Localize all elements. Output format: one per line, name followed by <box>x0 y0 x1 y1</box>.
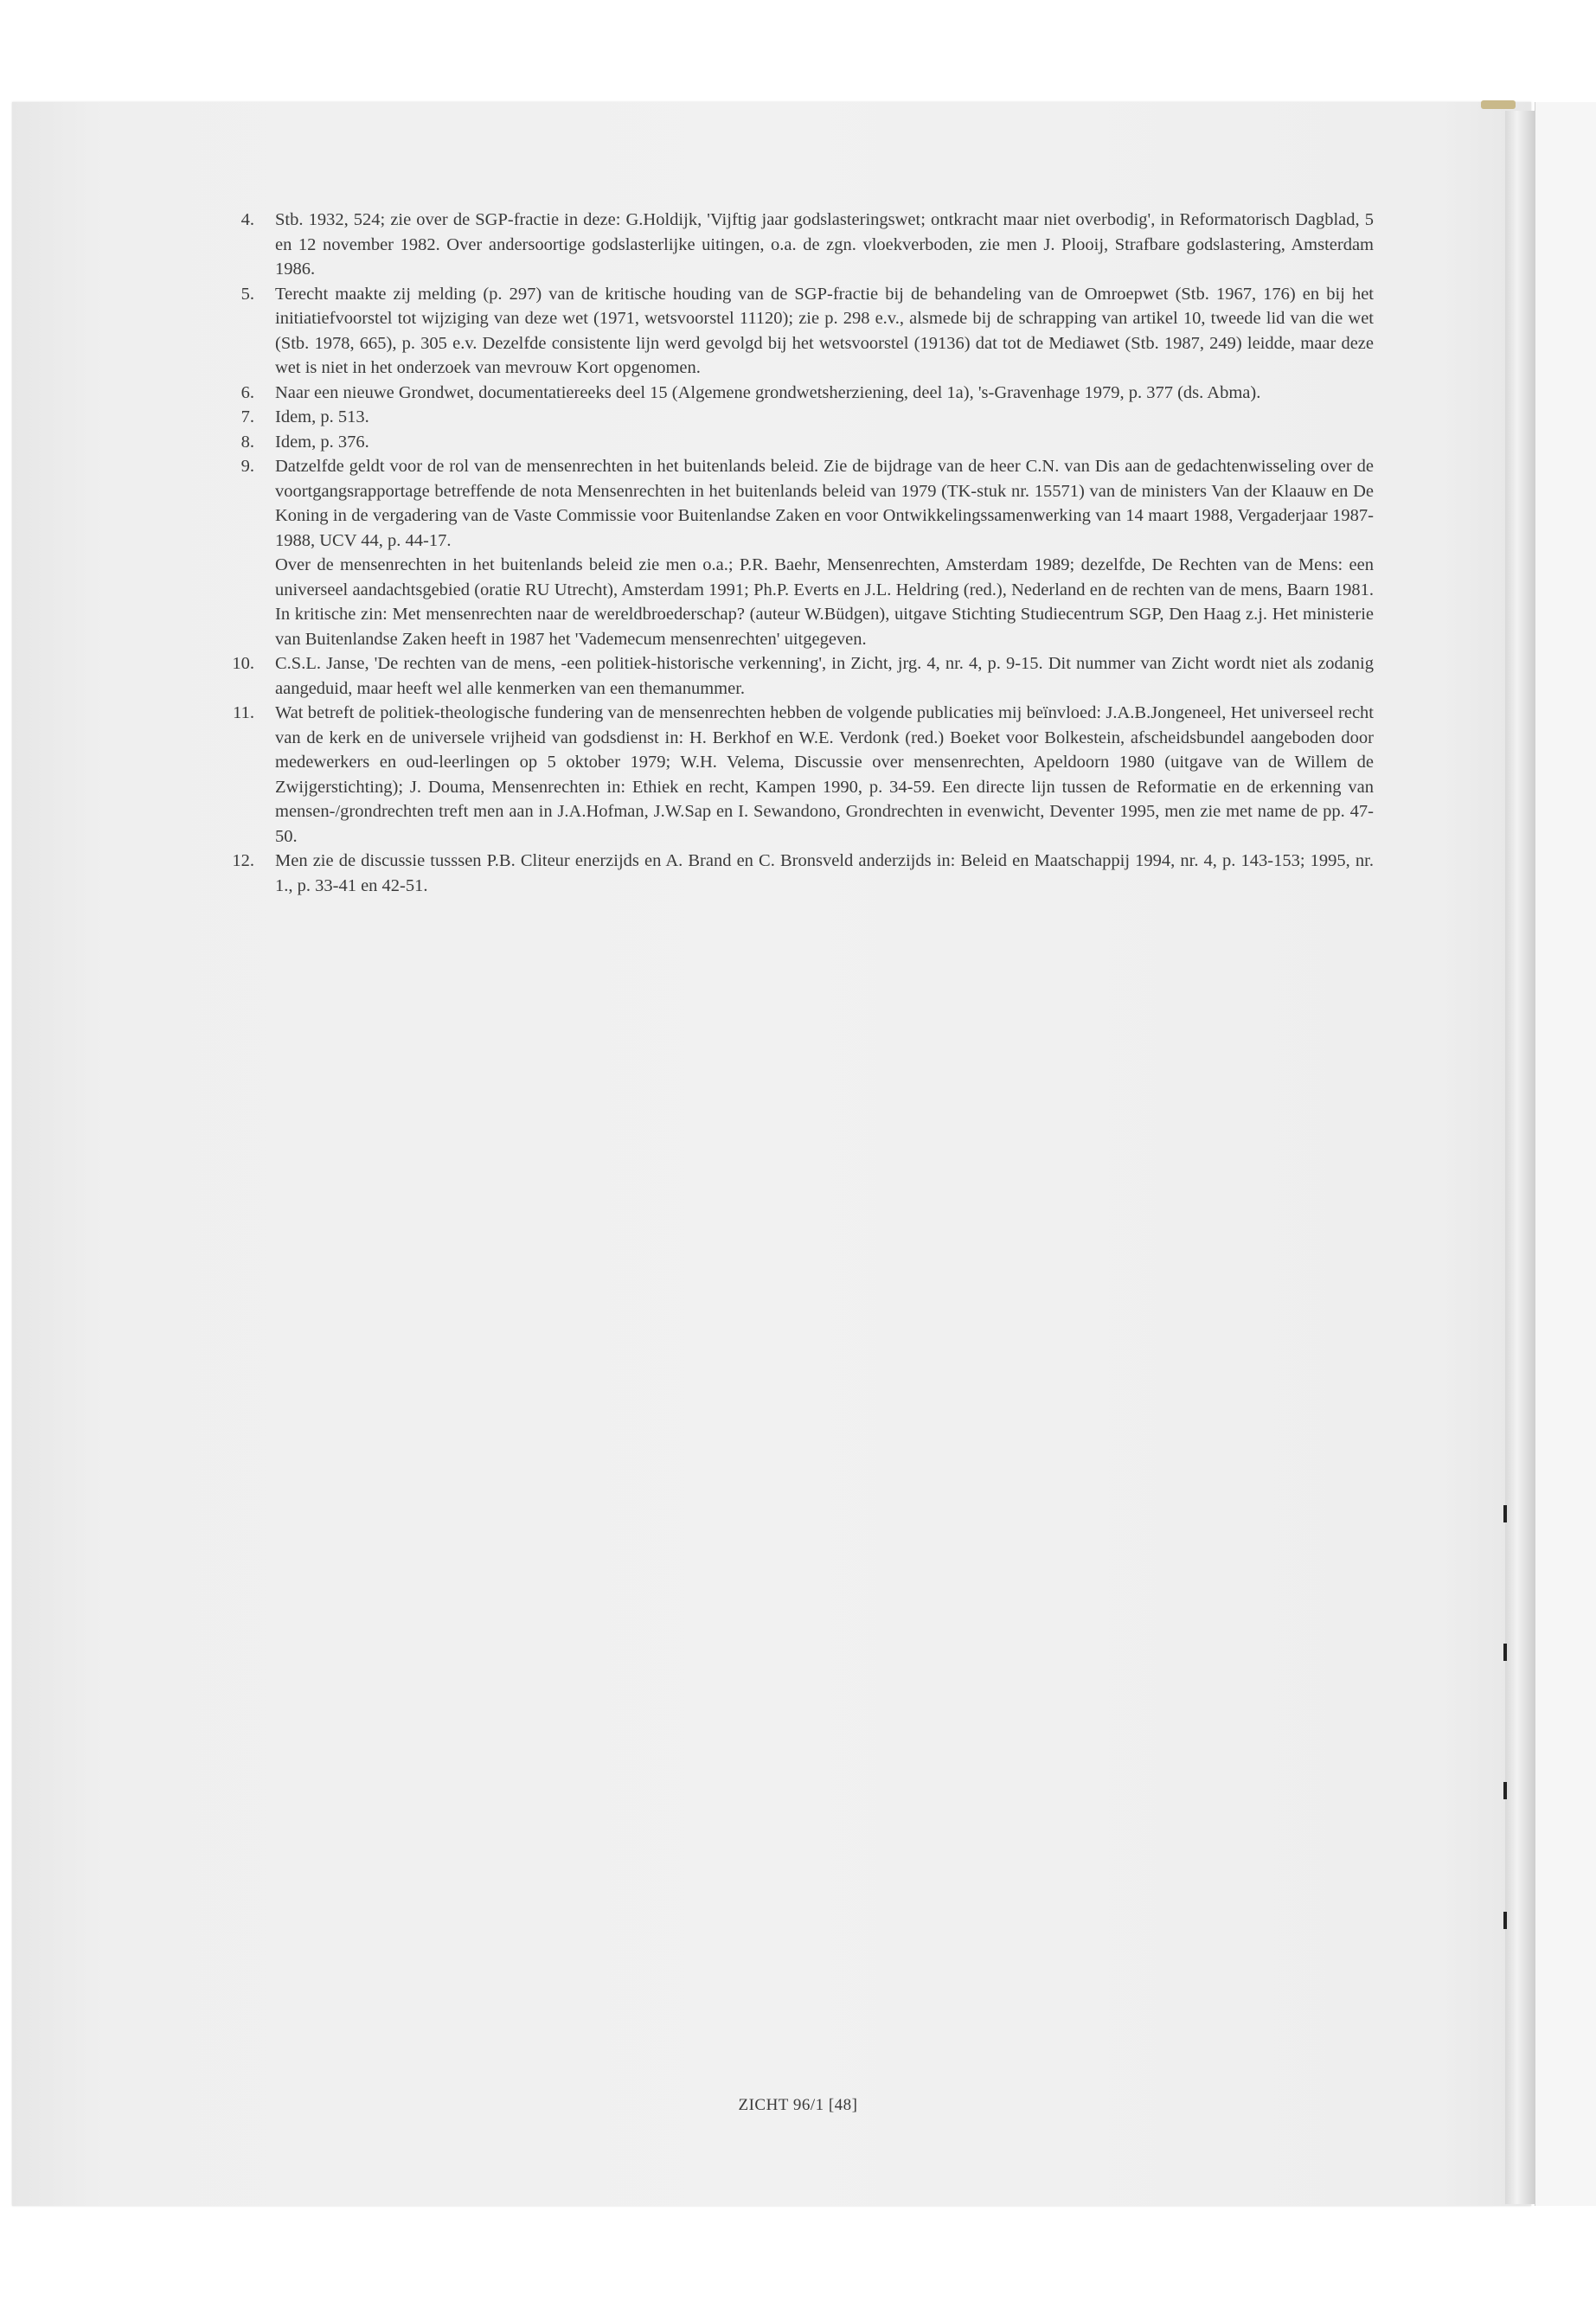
footnote-text: Stb. 1932, 524; zie over de SGP-fractie in deze: G.Holdijk, 'Vijftig jaar godslasteringswet; ontkracht maar niet overbodig', in Reformatorisch Dagblad, 5 en 12 november 1982. Over andersoortige godslasterlijke uitingen, o.a. de zgn. vloekverboden, zie men J. Plooij, Strafbare godslastering, Amsterdam 1986. <box>275 210 1374 279</box>
footnote-number: 9. <box>240 457 254 476</box>
footnote-number: 4. <box>240 210 254 229</box>
footnote-text: Idem, p. 376. <box>275 432 369 452</box>
footnote-9 <box>215 454 1374 651</box>
footnote-text: Naar een nieuwe Grondwet, documentatiereeks deel 15 (Algemene grondwetsherziening, deel 1a), 's-Gravenhage 1979, p. 377 (ds. Abma). <box>275 382 1261 402</box>
footnote-7 <box>215 405 1374 430</box>
footnote-text: Wat betreft de politiek-theologische fundering van de mensenrechten hebben de volgende publicaties mij beïnvloed: J.A.B.Jongeneel, Het universeel recht van de kerk en de universele vrijheid van godsdienst in: H. Berkhof en W.E. Verdonk (red.) Boeket voor Bolkestein, afscheidsbundel aangeboden door medewerkers en oud-leerlingen op 5 oktober 1979; W.H. Velema, Discussie over mensenrechten, Apeldoorn 1980 (uitgave van de Willem de Zwijgerstichting); J. Douma, Mensenrechten in: Ethiek en recht, Kampen 1990, p. 34-59. Een directe lijn tussen de Reformatie en de erkenning van mensen-/grondrechten treft men aan in J.A.Hofman, J.W.Sap en I. Sewandono, Grondrechten in evenwicht, Deventer 1995, men zie met name de pp. 47-50. <box>275 703 1374 846</box>
edge-mark <box>1503 1644 1507 1661</box>
footnote-text: Idem, p. 513. <box>275 407 369 426</box>
footnote-8 <box>215 430 1374 455</box>
footnote-12 <box>215 849 1374 898</box>
footnote-10 <box>215 651 1374 701</box>
footnote-number: 8. <box>240 432 254 452</box>
page-footer: ZICHT 96/1 [48] <box>738 2096 858 2114</box>
footnote-number: 7. <box>240 407 254 426</box>
book-page-edge <box>1505 111 1535 2204</box>
footnote-text: Terecht maakte zij melding (p. 297) van de kritische houding van de SGP-fractie bij de behandeling van de Omroepwet (Stb. 1967, 176) en bij het initiatiefvoorstel tot wijziging van deze wet (1971, wetsvoorstel 11120); zie p. 298 e.v., alsmede bij de schrapping van artikel 10, tweede lid van die wet (Stb. 1978, 665), p. 305 e.v. Dezelfde consistente lijn werd gevolgd bij het wetsvoorstel (19136) dat tot de Mediawet (Stb. 1987, 249) leidde, maar deze wet is niet in het onderzoek van mevrouw Kort opgenomen. <box>275 284 1374 377</box>
edge-mark <box>1503 1505 1507 1522</box>
footnote-text: Men zie de discussie tusssen P.B. Cliteur enerzijds en A. Brand en C. Bronsveld anderzijds in: Beleid en Maatschappij 1994, nr. 4, p. 143-153; 1995, nr. 1., p. 33-41 en 42-51. <box>275 851 1374 895</box>
footnote-number: 6. <box>240 382 254 402</box>
footnote-number: 10. <box>232 654 254 673</box>
footnote-text: C.S.L. Janse, 'De rechten van de mens, -een politiek-historische verkenning', in Zicht, jrg. 4, nr. 4, p. 9-15. Dit nummer van Zicht wordt niet als zodanig aangeduid, maar heeft wel alle kenmerken van een themanummer. <box>275 654 1374 698</box>
footnote-11 <box>215 701 1374 849</box>
footnote-number: 12. <box>232 851 254 870</box>
binding-mark <box>1481 100 1516 109</box>
edge-mark <box>1503 1912 1507 1929</box>
footnote-text-continued: Over de mensenrechten in het buitenlands beleid zie men o.a.; P.R. Baehr, Mensenrechten, Amsterdam 1989; dezelfde, De Rechten van de Mens: een universeel aandachtsgebied (oratie RU Utrecht), Amsterdam 1991; Ph.P. Everts en J.L. Heldring (red.), Nederland en de rechten van de mens, Baarn 1981. In kritische zin: Met mensenrechten naar de wereldbroederschap? (auteur W.Büdgen), uitgave Stichting Studiecentrum SGP, Den Haag z.j. Het ministerie van Buitenlandse Zaken heeft in 1987 het 'Vademecum mensenrechten' uitgegeven. <box>275 555 1374 649</box>
footnote-text: Datzelfde geldt voor de rol van de mensenrechten in het buitenlands beleid. Zie de bijdrage van de heer C.N. van Dis aan de gedachtenwisseling over de voortgangsrapportage betreffende de nota Mensenrechten in het buitenlands beleid van 1979 (TK-stuk nr. 15571) van de ministers Van der Klaauw en De Koning in de vergadering van de Vaste Commissie voor Buitenlandse Zaken en voor Ontwikkelingssamenwerking van 14 maart 1988, Vergaderjaar 1987-1988, UCV 44, p. 44-17. <box>275 457 1374 550</box>
footnote-number: 5. <box>240 284 254 304</box>
footnotes-section <box>215 208 1374 898</box>
footnote-5 <box>215 282 1374 381</box>
footnote-4 <box>215 208 1374 282</box>
footnote-number: 11. <box>233 703 254 722</box>
book-right-leaf <box>1535 102 1596 2206</box>
edge-mark <box>1503 1782 1507 1799</box>
footnote-6 <box>215 381 1374 406</box>
footnote-list <box>215 208 1374 898</box>
